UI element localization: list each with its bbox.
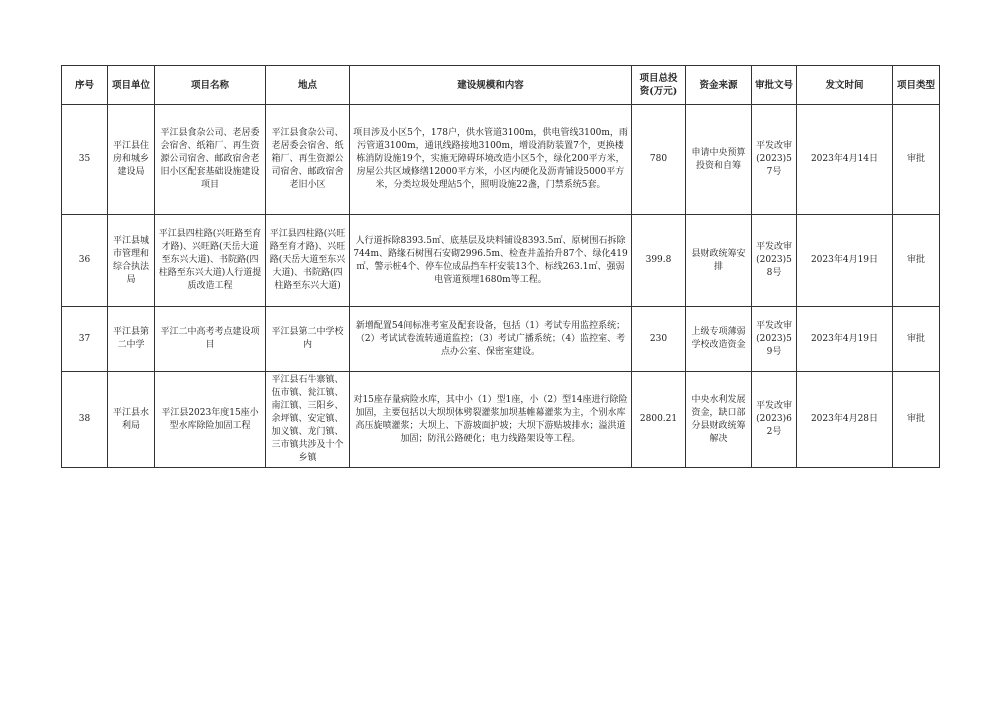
cell-scope: 对15座存量病险水库，其中小（1）型1座，小（2）型14座进行除险加固，主要包括以大坝坝体劈裂灌浆加坝基帷幕灌浆为主，个别水库高压旋喷灌浆；大坝上、下游坡面护坡；大坝下游贴坡排水；溢洪道加固；防汛公路硬化；电力线路架设等工程。 (350, 372, 632, 468)
header-approval: 审批文号 (752, 66, 797, 105)
header-funding: 资金来源 (686, 66, 752, 105)
cell-unit: 平江县住房和城乡建设局 (108, 105, 155, 215)
cell-name: 平江县食杂公司、老居委会宿舍、纸箱厂、再生资源公司宿舍、邮政宿舍老旧小区配套基础设施建设项目 (155, 105, 266, 215)
cell-funding: 中央水利发展资金，缺口部分县财政统筹解决 (686, 372, 752, 468)
cell-type: 审批 (893, 307, 940, 372)
cell-type: 审批 (893, 105, 940, 215)
table-row (62, 307, 940, 372)
cell-investment: 399.8 (632, 215, 686, 307)
header-scope: 建设规模和内容 (350, 66, 632, 105)
cell-funding: 县财政统筹安排 (686, 215, 752, 307)
cell-type: 审批 (893, 372, 940, 468)
cell-no: 35 (62, 105, 108, 215)
project-table (61, 65, 940, 468)
header-location: 地点 (266, 66, 350, 105)
cell-approval: 平发改审(2023)57号 (752, 105, 797, 215)
cell-no: 38 (62, 372, 108, 468)
cell-scope: 项目涉及小区5个，178户，供水管道3100m，供电管线3100m，雨污管道3100m，通讯线路接地3100m，增设消防装置7个，更换楼栋消防设施19个，实施无障碍环境改造小区5个，绿化200平方米，房屋公共区域修缮12000平方米，小区内硬化及沥青铺设5000平方米，分类垃圾处理站5个，照明设施22盏，门禁系统5套。 (350, 105, 632, 215)
cell-date: 2023年4月28日 (797, 372, 893, 468)
cell-name: 平江县四柱路(兴旺路至育才路)、兴旺路(天岳大道至东兴大道)、书院路(四柱路至东兴大道)人行道提质改造工程 (155, 215, 266, 307)
cell-investment: 780 (632, 105, 686, 215)
cell-location: 平江县四柱路(兴旺路至育才路)、兴旺路(天岳大道至东兴大道)、书院路(四柱路至东兴大道) (266, 215, 350, 307)
cell-funding: 申请中央预算投资和自筹 (686, 105, 752, 215)
cell-no: 37 (62, 307, 108, 372)
cell-location: 平江县第二中学校内 (266, 307, 350, 372)
cell-unit: 平江县第二中学 (108, 307, 155, 372)
cell-name: 平江县2023年度15座小型水库除险加固工程 (155, 372, 266, 468)
cell-unit: 平江县城市管理和综合执法局 (108, 215, 155, 307)
header-investment: 项目总投资(万元) (632, 66, 686, 105)
cell-date: 2023年4月19日 (797, 307, 893, 372)
table-row (62, 215, 940, 307)
header-no: 序号 (62, 66, 108, 105)
header-unit: 项目单位 (108, 66, 155, 105)
cell-date: 2023年4月14日 (797, 105, 893, 215)
cell-approval: 平发改审(2023)58号 (752, 215, 797, 307)
table-header-row (62, 66, 940, 105)
header-type: 项目类型 (893, 66, 940, 105)
cell-approval: 平发改审(2023)59号 (752, 307, 797, 372)
cell-investment: 2800.21 (632, 372, 686, 468)
cell-type: 审批 (893, 215, 940, 307)
cell-location: 平江县石牛寨镇、伍市镇、瓮江镇、南江镇、三阳乡、余坪镇、安定镇、加义镇、龙门镇、三市镇共涉及十个乡镇 (266, 372, 350, 468)
header-name: 项目名称 (155, 66, 266, 105)
cell-approval: 平发改审(2023)62号 (752, 372, 797, 468)
header-date: 发文时间 (797, 66, 893, 105)
cell-location: 平江县食杂公司、老居委会宿舍、纸箱厂、再生资源公司宿舍、邮政宿舍老旧小区 (266, 105, 350, 215)
table-row (62, 372, 940, 468)
cell-investment: 230 (632, 307, 686, 372)
cell-unit: 平江县水利局 (108, 372, 155, 468)
cell-scope: 人行道拆除8393.5㎡、底基层及块料铺设8393.5㎡、原树围石拆除744m、路缘石树围石安砌2996.5m、检查井盖抬升87个、绿化419㎡、警示桩4个、停车位成品挡车杆安装13个、标线263.1㎡、强弱电管道预埋1680m等工程。 (350, 215, 632, 307)
cell-name: 平江二中高考考点建设项目 (155, 307, 266, 372)
cell-date: 2023年4月19日 (797, 215, 893, 307)
table-row (62, 105, 940, 215)
cell-no: 36 (62, 215, 108, 307)
cell-funding: 上级专项薄弱学校改造资金 (686, 307, 752, 372)
cell-scope: 新增配置54间标准考室及配套设备，包括（1）考试专用监控系统；（2）考试试卷流转通道监控；（3）考试广播系统；（4）监控室、考点办公室、保密室建设。 (350, 307, 632, 372)
